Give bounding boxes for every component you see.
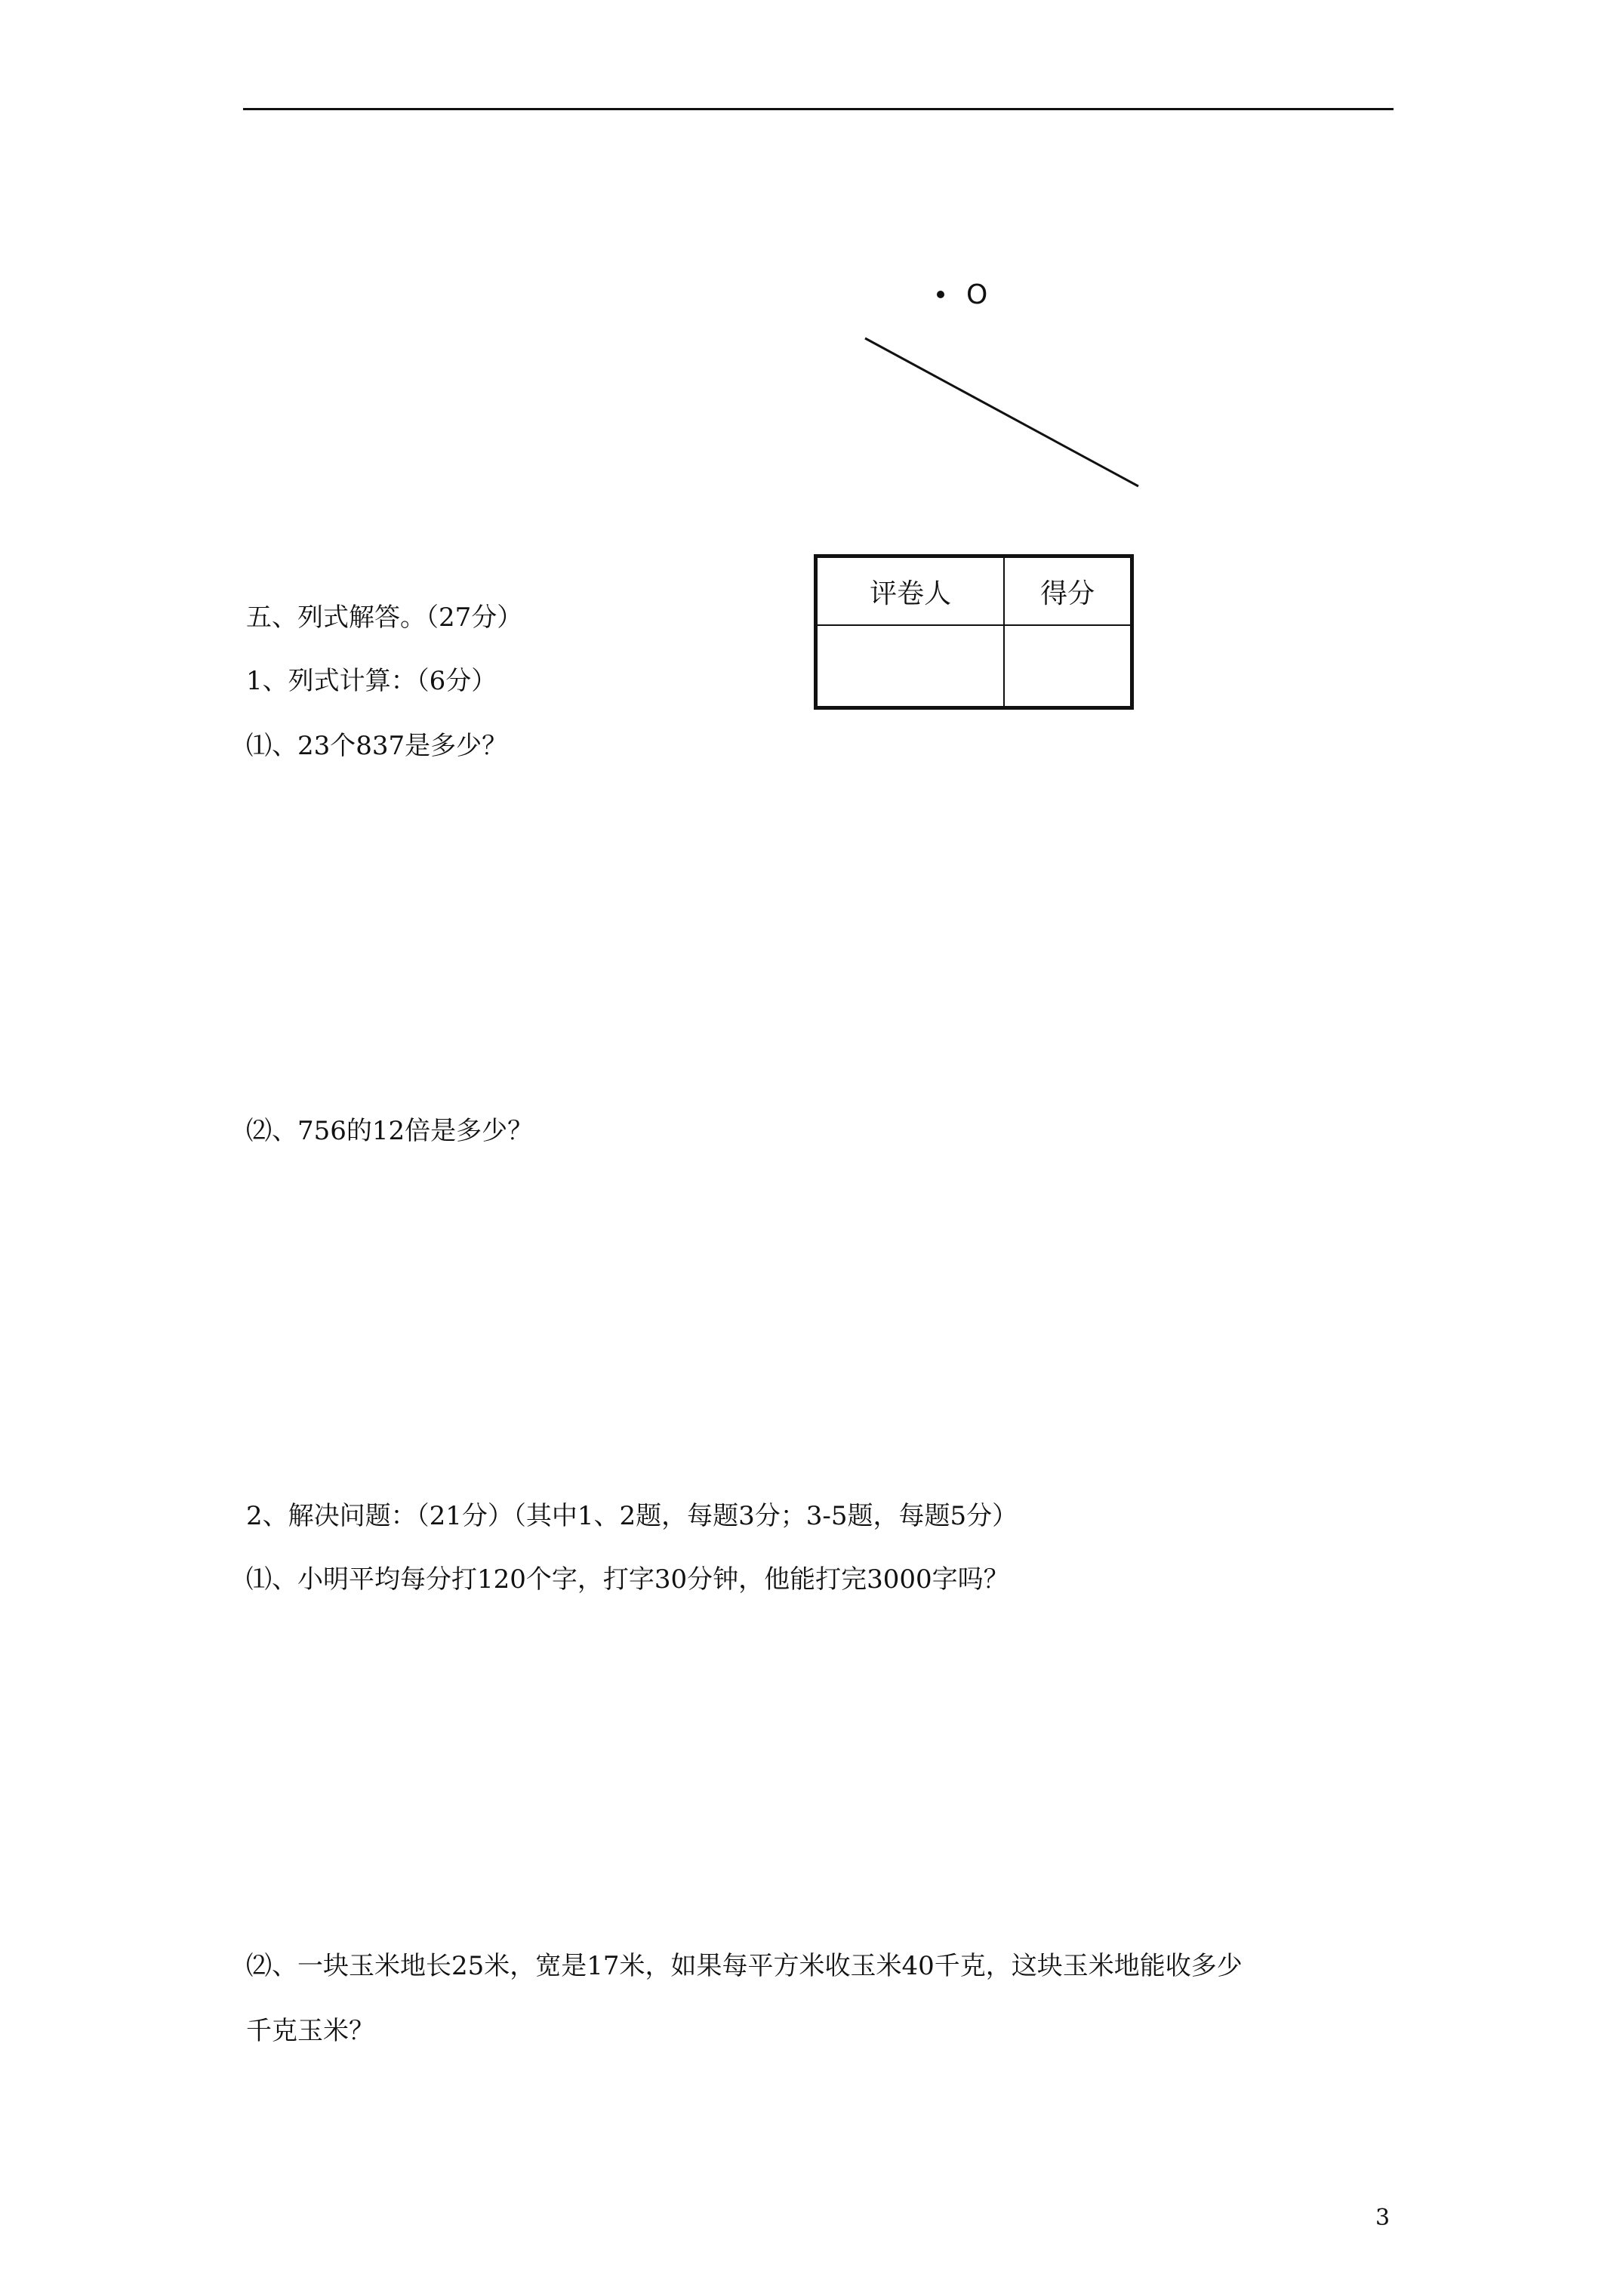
score-header: 得分 xyxy=(1004,556,1132,626)
part-2-title: 2、解决问题：（21分）（其中1、2题，每题3分；3-5题，每题5分） xyxy=(246,1501,1018,1531)
point-o-dot xyxy=(937,291,944,298)
page-number: 3 xyxy=(1375,2205,1390,2231)
score-cell[interactable] xyxy=(1004,625,1132,708)
question-2-2-line-1: ⑵、一块玉米地长25米，宽是17米，如果每平方米收玉米40千克，这块玉米地能收多少 xyxy=(246,1951,1243,1981)
header-rule xyxy=(243,108,1394,110)
score-table xyxy=(814,554,1134,710)
section-5-title: 五、列式解答。（27分） xyxy=(246,603,523,633)
question-1-2: ⑵、756的12倍是多少？ xyxy=(246,1116,534,1146)
question-2-2-line-2: 千克玉米？ xyxy=(246,2016,374,2046)
question-1-1: ⑴、23个837是多少？ xyxy=(246,731,508,761)
grader-header: 评卷人 xyxy=(816,556,1005,626)
part-1-title: 1、列式计算：（6分） xyxy=(246,666,497,696)
point-and-line-diagram xyxy=(830,272,1178,506)
line-segment xyxy=(865,338,1138,486)
point-o-label: O xyxy=(966,279,988,310)
question-2-1: ⑴、小明平均每分打120个字，打字30分钟，他能打完3000字吗？ xyxy=(246,1564,1009,1595)
grader-cell[interactable] xyxy=(816,625,1005,708)
